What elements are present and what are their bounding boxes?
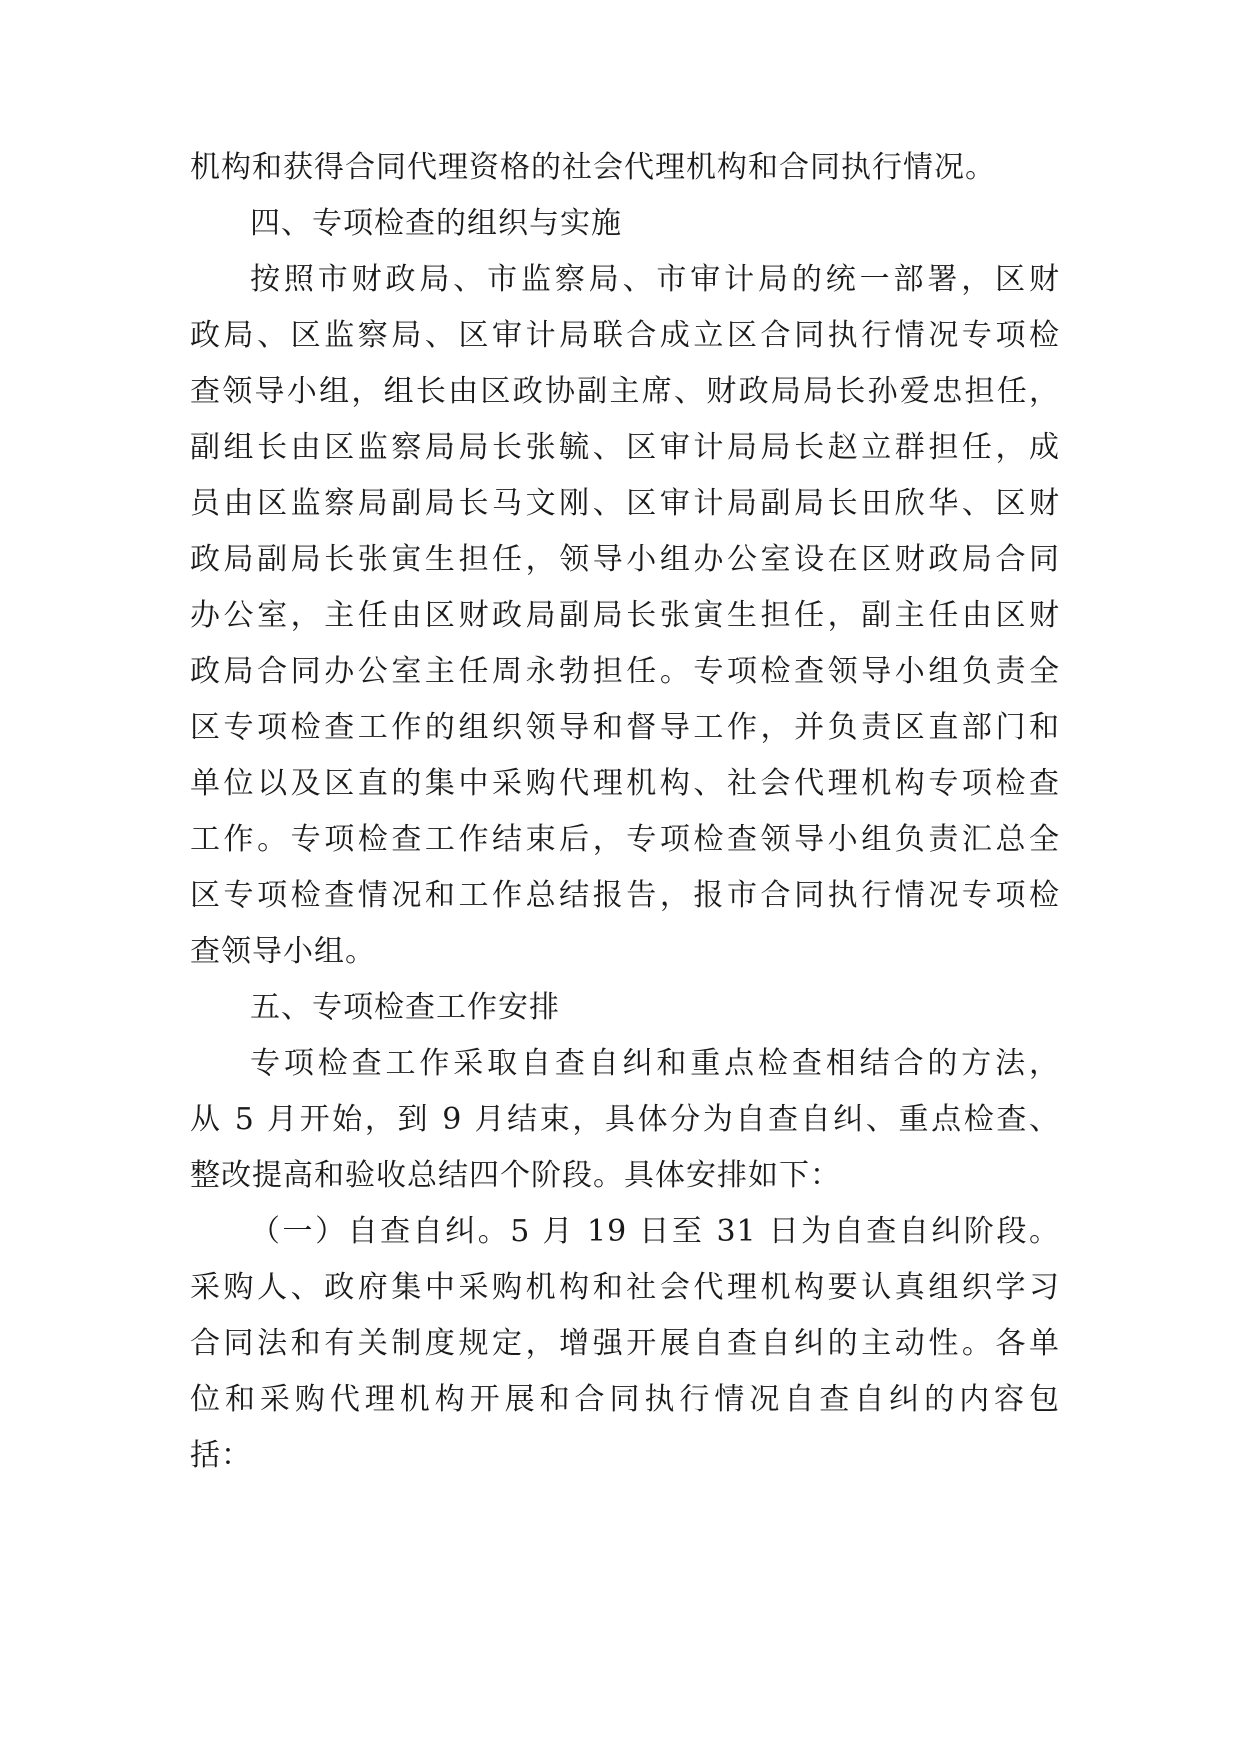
paragraph-line: 副组长由区监察局局长张毓、区审计局局长赵立群担任，成 [190,430,1060,465]
paragraph-line: 按照市财政局、市监察局、市审计局的统一部署，区财 [250,262,1060,297]
paragraph-line: 查领导小组。 [190,934,376,969]
paragraph-line: 机构和获得合同代理资格的社会代理机构和合同执行情况。 [190,150,996,185]
paragraph-line: 单位以及区直的集中采购代理机构、社会代理机构专项检查 [190,766,1060,801]
paragraph-line: 查领导小组，组长由区政协副主席、财政局局长孙爱忠担任， [190,374,1060,409]
section-heading: 四、专项检查的组织与实施 [250,206,622,241]
paragraph-line: 办公室，主任由区财政局副局长张寅生担任，副主任由区财 [190,598,1060,633]
paragraph-line: 整改提高和验收总结四个阶段。具体安排如下： [190,1158,841,1193]
paragraph-line: 从 5 月开始，到 9 月结束，具体分为自查自纠、重点检查、 [190,1102,1060,1137]
paragraph-line: 区专项检查工作的组织领导和督导工作，并负责区直部门和 [190,710,1060,745]
paragraph-line: 政局、区监察局、区审计局联合成立区合同执行情况专项检 [190,318,1060,353]
subsection-line: （一）自查自纠。5 月 19 日至 31 日为自查自纠阶段。 [250,1214,1060,1249]
paragraph-line: 政局合同办公室主任周永勃担任。专项检查领导小组负责全 [190,654,1060,689]
section-heading: 五、专项检查工作安排 [250,990,560,1025]
paragraph-line: 区专项检查情况和工作总结报告，报市合同执行情况专项检 [190,878,1060,913]
paragraph-line: 工作。专项检查工作结束后，专项检查领导小组负责汇总全 [190,822,1060,857]
paragraph-line: 合同法和有关制度规定，增强开展自查自纠的主动性。各单 [190,1326,1060,1361]
paragraph-line: 括： [190,1438,252,1473]
paragraph-line: 采购人、政府集中采购机构和社会代理机构要认真组织学习 [190,1270,1060,1305]
paragraph-line: 专项检查工作采取自查自纠和重点检查相结合的方法， [250,1046,1060,1081]
paragraph-line: 政局副局长张寅生担任，领导小组办公室设在区财政局合同 [190,542,1060,577]
paragraph-line: 位和采购代理机构开展和合同执行情况自查自纠的内容包 [190,1382,1060,1417]
paragraph-line: 员由区监察局副局长马文刚、区审计局副局长田欣华、区财 [190,486,1060,521]
